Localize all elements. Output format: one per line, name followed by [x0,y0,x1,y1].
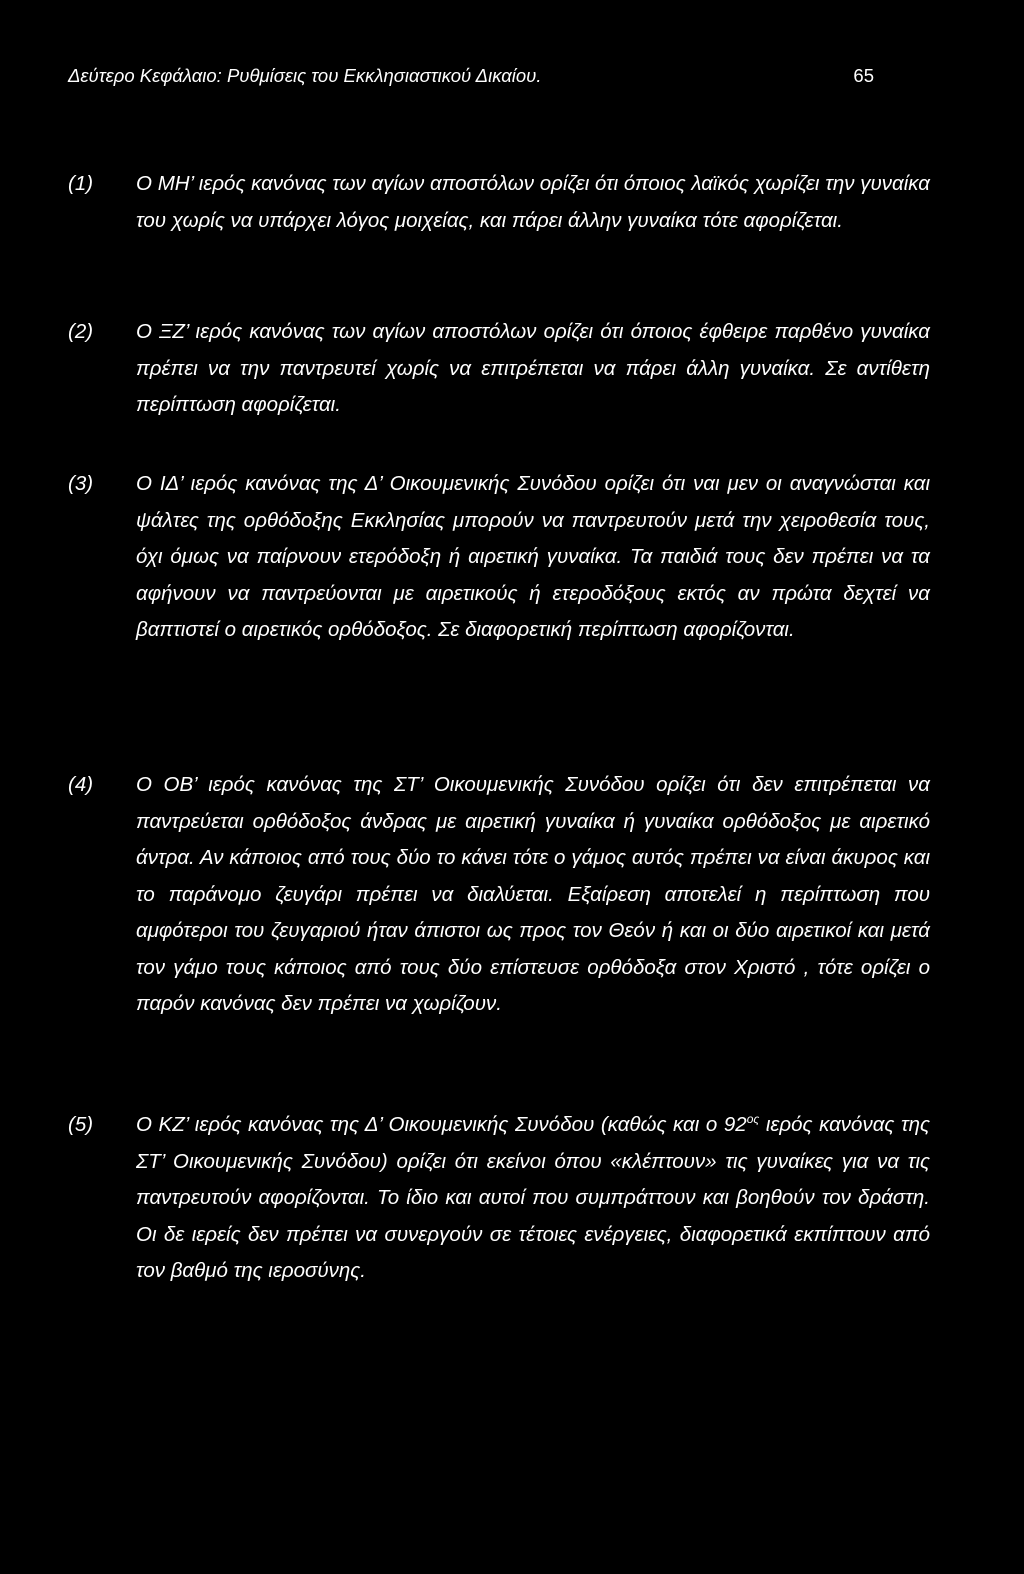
page-number: 65 [853,65,874,86]
chapter-title: Δεύτερο Κεφάλαιο: Ρυθμίσεις του Εκκλησιαστικού Δικαίου. [68,65,542,86]
paragraph-text: Ο ΟΒ’ ιερός κανόνας της ΣΤ’ Οικουμενικής Συνόδου ορίζει ότι δεν επιτρέπεται να παντρεύεται ορθόδοξος άνδρας με αιρετική γυναίκα ή γυναίκα ορθόδοξος με αιρετικό άντρα. Αν κάποιος από τους δύο το κάνει τότε ο γάμος αυτός πρέπει να είναι άκυρος και το παράνομο ζευγάρι πρέπει να διαλύεται. Εξαίρεση αποτελεί η περίπτωση που αμφότεροι του ζευγαριού ήταν άπιστοι ως προς τον Θεόν ή και οι δύο αιρετικοί και μετά τον γάμο τους κάποιος από τους δύο επίστευσε ορθόδοξα στον Χριστό , τότε ορίζει ο παρόν κανόνας δεν πρέπει να χωρίζουν. [136,773,930,1015]
paragraph-number: (5) [68,1113,94,1136]
paragraph-number: (2) [68,320,94,343]
text-segment: ιερός κανόνας της ΣΤ’ Οικουμενικής Συνόδου) ορίζει ότι εκείνοι όπου «κλέπτουν» τις γυναίκες για να τις παντρευτούν αφορίζονται. Το ίδιο και αυτοί που συμπράττουν και βοηθούν τον δράστη. Οι δε ιερείς δεν πρέπει να συνεργούν σε τέτοιες ενέργειες, διαφορετικά εκπίπτουν από τον βαθμό της ιεροσύνης. [136,1113,930,1282]
paragraph-text: Ο ΞΖ’ ιερός κανόνας των αγίων αποστόλων ορίζει ότι όποιος έφθειρε παρθένο γυναίκα πρέπει να την παντρευτεί χωρίς να επιτρέπεται να πάρει άλλη γυναίκα. Σε αντίθετη περίπτωση αφορίζεται. [136,320,930,416]
paragraph-text: Ο ΙΔ’ ιερός κανόνας της Δ’ Οικουμενικής Συνόδου ορίζει ότι ναι μεν οι αναγνώσται και ψάλτες της ορθόδοξης Εκκλησίας μπορούν να παντρευτούν μετά την χειροθεσία τους, όχι όμως να παίρνουν ετερόδοξη ή αιρετική γυναίκα. Τα παιδιά τους δεν πρέπει να τα αφήνουν να παντρεύονται με αιρετικούς ή ετεροδόξους εκτός αν πρώτα δεχτεί να βαπτιστεί ο αιρετικός ορθόδοξος. Σε διαφορετική περίπτωση αφορίζονται. [136,472,930,641]
paragraph-number: (4) [68,773,94,796]
paragraph-text: Ο ΜΗ’ ιερός κανόνας των αγίων αποστόλων ορίζει ότι όποιος λαϊκός χωρίζει την γυναίκα του χωρίς να υπάρχει λόγος μοιχείας, και πάρει άλλην γυναίκα τότε αφορίζεται. [136,172,930,232]
ordinal-superscript: ος [746,1112,760,1126]
paragraph-text [136,1107,930,1290]
text-segment: Ο ΚΖ’ ιερός κανόνας της Δ’ Οικουμενικής Συνόδου (καθώς και ο 92 [136,1113,747,1136]
paragraph-number: (3) [68,472,94,495]
paragraph-number: (1) [68,172,94,195]
